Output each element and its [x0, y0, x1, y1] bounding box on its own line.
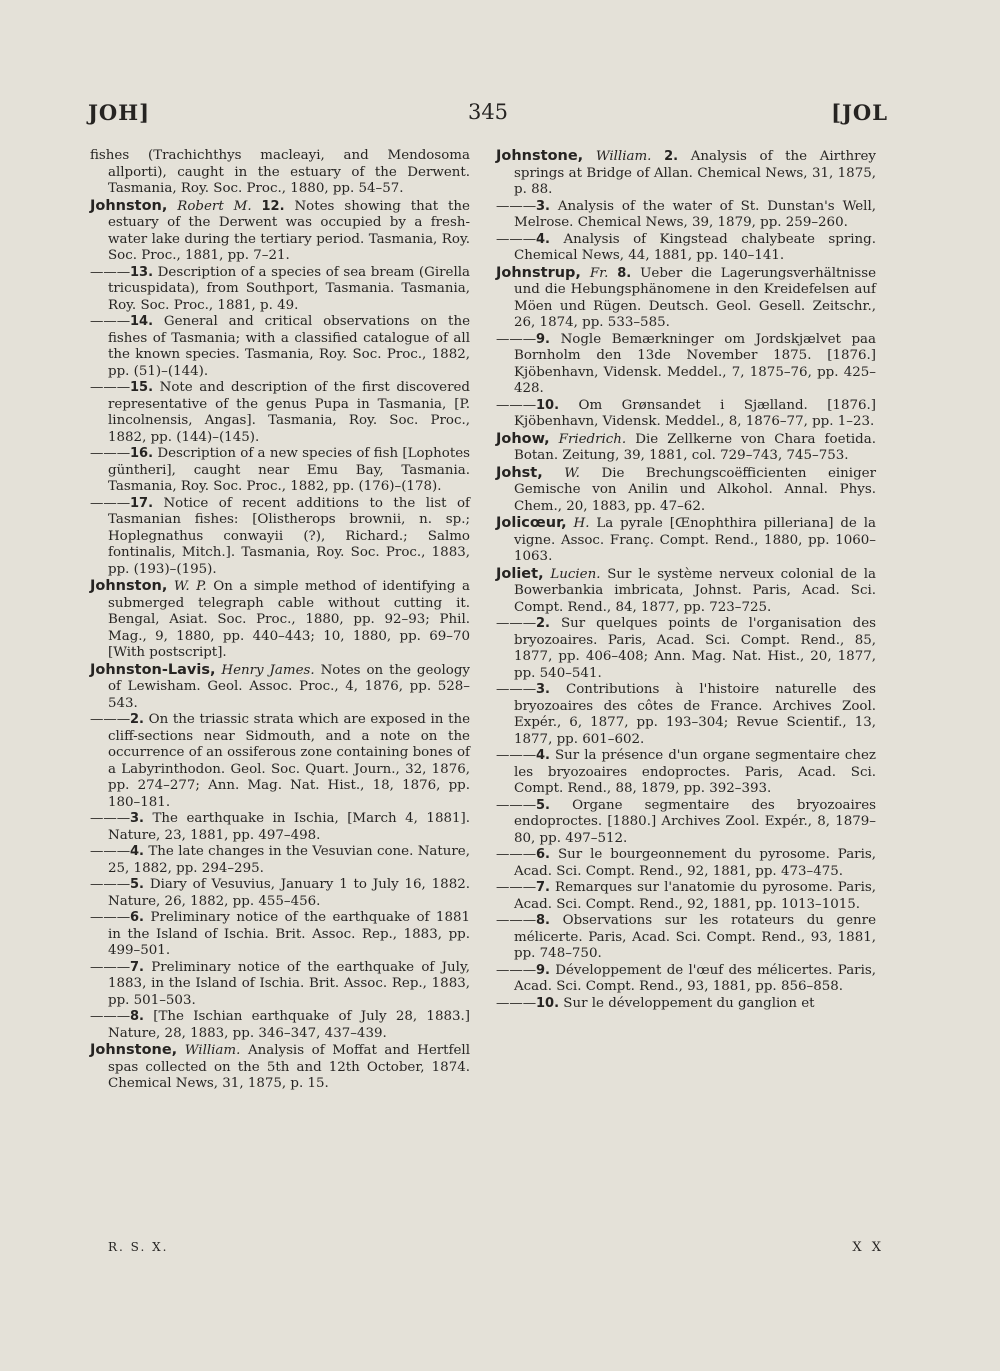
entry-citation: The earthquake in Ischia, [March 4, 1881]. Nature, 23, 1881, pp. 497–498. [108, 811, 470, 843]
entry-number: 13. [130, 264, 154, 280]
entry-citation: The late changes in the Vesuvian cone. Nature, 25, 1882, pp. 294–295. [108, 844, 470, 876]
entry-number: 17. [130, 495, 154, 511]
entry-citation: Observations sur les rotateurs du genre mélicerte. Paris, Acad. Sci. Compt. Rend., 93, 1881, pp. 748–750. [514, 913, 876, 961]
author-given-name: Fr. [589, 265, 609, 281]
bibliography-entry [90, 446, 470, 496]
entry-citation: On a simple method of identifying a submerged telegraph cable without cutting it. Bengal, Asiat. Soc. Proc., 1880, pp. 92–93; Phil. Mag., 9, 1880, pp. 440–443; 10, 1880, pp. 69–70 [With postscript]. [108, 579, 470, 660]
entry-citation: Sur le développement du ganglion et [563, 995, 815, 1011]
author-given-name: H. [573, 516, 590, 531]
ditto-dash: ——— [496, 682, 537, 697]
ditto-dash: ——— [496, 913, 537, 928]
bibliography-entry [90, 264, 470, 315]
entry-citation: Diary of Vesuvius, January 1 to July 16, 1882. Nature, 26, 1882, pp. 455–456. [108, 877, 470, 909]
entry-number: 9. [536, 962, 550, 978]
entry-number: 4. [536, 748, 550, 763]
ditto-dash: ——— [90, 446, 131, 461]
bibliography-entry [90, 1042, 470, 1093]
bibliography-entry [496, 430, 876, 465]
running-header [88, 100, 888, 134]
ditto-dash: ——— [496, 962, 537, 978]
bibliography-entry [496, 565, 876, 617]
entry-citation: Sur quelques points de l'organisation des bryozoaires. Paris, Acad. Sci. Compt. Rend., 85, 1877, pp. 406–408; Ann. Mag. Nat. Hist., 20, 1877, pp. 540–541. [514, 616, 876, 681]
bibliography-entry [90, 380, 470, 446]
bibliography-entry [90, 1009, 470, 1042]
ditto-dash: ——— [90, 712, 131, 727]
bibliography-entry [496, 913, 876, 963]
entry-citation: Notice of recent additions to the list of Tasmanian fishes: [Olistherops brownii, n. sp.; Hoplegnathus conwayii (?), Richard.; Salmo fontinalis, Mitch.]. Tasmania, Roy. Soc. Proc., 1883, pp. (193)–(195). [108, 495, 470, 577]
entry-citation: Die Brechungscoëfficienten einiger Gemische von Anilin und Alkohol. Annal. Phys. Chem., 20, 1883, pp. 47–62. [514, 465, 876, 514]
author-surname: Johnston, [90, 578, 168, 594]
entry-number: 3. [536, 198, 550, 214]
author-given-name: W. [564, 465, 580, 481]
ditto-dash: ——— [496, 616, 537, 631]
bibliography-entry [496, 995, 876, 1013]
author-surname: Johst, [496, 464, 543, 481]
ditto-dash: ——— [496, 797, 537, 813]
entry-citation: Sur la présence d'un organe segmentaire chez les bryozoaires endoproctes. Paris, Acad. Sci. Compt. Rend., 88, 1879, pp. 392–393. [514, 748, 876, 796]
ditto-dash: ——— [90, 495, 131, 511]
entry-citation: Remarques sur l'anatomie du pyrosome. Paris, Acad. Sci. Compt. Rend., 92, 1881, pp. 1013–1015. [514, 880, 876, 912]
author-given-name: Henry James. [221, 662, 315, 678]
entry-number: 7. [130, 959, 144, 975]
ditto-dash: ——— [90, 844, 131, 859]
bibliography-entry [90, 578, 470, 662]
ditto-dash: ——— [90, 1009, 131, 1024]
bibliography-entry [496, 231, 876, 265]
ditto-dash: ——— [496, 880, 537, 895]
author-surname: Johnstrup, [496, 264, 581, 281]
entry-number: 4. [130, 844, 144, 859]
entry-number: 3. [536, 682, 550, 697]
entry-number: 16. [130, 446, 154, 461]
bibliography-entry [90, 877, 470, 910]
author-surname: Johow, [496, 430, 550, 447]
entry-citation: Preliminary notice of the earthquake of 1881 in the Island of Ischia. Brit. Assoc. Rep., 1883, pp. 499–501. [108, 910, 471, 958]
footer-sheet-mark: X X [852, 1240, 884, 1255]
ditto-dash: ——— [90, 959, 131, 975]
bibliography-entry [90, 197, 470, 265]
entry-number: 2. [664, 149, 679, 164]
ditto-dash: ——— [496, 847, 537, 862]
author-surname: Johnstone, [90, 1042, 178, 1058]
entry-citation: General and critical observations on the fishes of Tasmania; with a classified catalogue of all the known species. Tasmania, Roy. Soc. Proc., 1882, pp. (51)–(144). [108, 314, 470, 379]
bibliography-entry [90, 910, 471, 960]
entry-number: 5. [130, 877, 144, 892]
bibliography-entry [90, 148, 470, 198]
author-surname: Joliet, [496, 565, 544, 582]
entry-citation: Analysis of the water of St. Dunstan's Well, Melrose. Chemical News, 39, 1879, pp. 259–260. [514, 198, 876, 230]
ditto-dash: ——— [496, 995, 537, 1011]
entry-citation: [The Ischian earthquake of July 28, 1883.] Nature, 28, 1883, pp. 346–347, 437–439. [108, 1009, 470, 1041]
entry-citation: Note and description of the first discovered representative of the genus Pupa in Tasmania, [P. lincolnensis, Angas]. Tasmania, Roy. Soc. Proc., 1882, pp. (144)–(145). [108, 380, 470, 445]
entry-citation: Preliminary notice of the earthquake of July, 1883, in the Island of Ischia. Brit. Assoc. Rep., 1883, pp. 501–503. [108, 959, 470, 1008]
entry-citation: Sur le système nerveux colonial de la Bowerbankia imbricata, Johnst. Paris, Acad. Sci. Compt. Rend., 84, 1877, pp. 723–725. [514, 566, 876, 615]
page-number: 345 [467, 100, 509, 124]
bibliography-entry [90, 495, 470, 579]
bibliography-entry [90, 314, 470, 380]
entry-citation: Nogle Bemærkninger om Jordskjælvet paa Bornholm den 13de November 1875. [1876.] Kjöbenhavn, Vidensk. Meddel., 7, 1875–76, pp. 425–428. [514, 331, 876, 396]
entry-number: 7. [536, 880, 550, 895]
footer-signature: R. S. X. [108, 1240, 169, 1254]
author-surname: Jolicœur, [496, 515, 567, 531]
entry-number: 12. [261, 198, 285, 214]
bibliography-entry [496, 797, 877, 848]
bibliography-entry [90, 959, 470, 1010]
entry-citation: Analysis of Kingstead chalybeate spring. Chemical News, 44, 1881, pp. 140–141. [514, 231, 876, 263]
ditto-dash: ——— [496, 397, 537, 413]
entry-citation: On the triassic strata which are exposed in the cliff-sections near Sidmouth, and a note on the occurrence of an ossiferous zone containing bones of a Labyrinthodon. Geol. Soc. Quart. Journ., 32, 1876, pp. 274–277; Ann. Mag. Nat. Hist., 18, 1876, pp. 180–181. [108, 712, 471, 810]
author-given-name: W. P. [173, 579, 207, 594]
author-surname: Johnstone, [496, 148, 584, 164]
entry-citation: Contributions à l'histoire naturelle des bryozoaires des côtes de France. Archives Zool. Expér., 6, 1877, pp. 193–304; Revue Scientif., 13, 1877, pp. 601–602. [514, 682, 877, 747]
bibliography-entry [496, 962, 876, 996]
entry-citation: Sur le bourgeonnement du pyrosome. Paris, Acad. Sci. Compt. Rend., 92, 1881, pp. 473–475. [514, 847, 876, 879]
entry-citation: Développement de l'œuf des mélicertes. Paris, Acad. Sci. Compt. Rend., 93, 1881, pp. 856–858. [514, 962, 876, 994]
entry-number: 10. [536, 995, 560, 1011]
bibliography-entry [496, 397, 876, 431]
ditto-dash: ——— [90, 811, 131, 826]
ditto-dash: ——— [90, 380, 131, 395]
entry-citation: Om Grønsandet i Sjælland. [1876.] Kjöbenhavn, Vidensk. Meddel., 8, 1876–77, pp. 1–23. [514, 397, 876, 429]
entry-number: 15. [130, 380, 154, 395]
entry-number: 2. [536, 616, 550, 631]
author-given-name: Friedrich. [558, 431, 627, 447]
bibliography-entry [496, 148, 876, 199]
entry-citation: Description of a species of sea bream (Girella tricuspidata), from Southport, Tasmania. Tasmania, Roy. Soc. Proc., 1881, p. 49. [108, 264, 470, 313]
entry-citation: fishes (Trachichthys macleayi, and Mendosoma allporti), caught in the estuary of the Derwent. Tasmania, Roy. Soc. Proc., 1880, pp. 54–57. [90, 148, 470, 196]
bibliography-entry [90, 661, 470, 713]
bibliography-entry [496, 682, 877, 748]
ditto-dash: ——— [90, 264, 131, 280]
entry-number: 6. [130, 910, 144, 925]
entry-citation: Analysis of the Airthrey springs at Bridge of Allan. Chemical News, 31, 1875, p. 88. [514, 149, 876, 197]
author-given-name: William. [184, 1043, 241, 1058]
bibliography-entry [496, 847, 876, 880]
entry-number: 14. [130, 314, 154, 329]
entry-number: 10. [536, 397, 560, 413]
entry-citation: Analysis of Moffat and Hertfell spas collected on the 5th and 12th October, 1874. Chemical News, 31, 1875, p. 15. [108, 1043, 470, 1091]
bibliography-entry [496, 880, 876, 913]
ditto-dash: ——— [496, 748, 537, 763]
author-given-name: Lucien. [550, 566, 601, 582]
bibliography-entry [496, 464, 876, 516]
author-given-name: Robert M. [177, 198, 252, 214]
bibliography-entry [496, 331, 876, 398]
entry-number: 5. [536, 797, 550, 813]
entry-citation: Notes showing that the estuary of the Derwent was occupied by a fresh-water lake during the tertiary period. Tasmania, Roy. Soc. Proc., 1881, pp. 7–21. [108, 198, 470, 263]
entry-number: 8. [536, 913, 550, 928]
ditto-dash: ——— [496, 198, 537, 214]
entry-number: 2. [130, 712, 144, 727]
entry-citation: Ueber die Lagerungsverhältnisse und die Hebungsphänomene in den Kreidefelsen auf Möen und Rügen. Deutsch. Geol. Gesell. Zeitschr., 26, 1874, pp. 533–585. [514, 265, 877, 330]
left-column [90, 148, 470, 1093]
ditto-dash: ——— [90, 877, 131, 892]
entry-citation: Description of a new species of fish [Lophotes güntheri], caught near Emu Bay, Tasmania. Tasmania, Roy. Soc. Proc., 1882, pp. (176)–(178). [108, 446, 470, 494]
header-left-guide: JOH] [88, 100, 151, 125]
entry-number: 6. [536, 847, 550, 862]
author-given-name: William. [595, 149, 652, 164]
header-right-guide: [JOL [831, 100, 888, 125]
bibliography-entry [496, 515, 876, 566]
ditto-dash: ——— [496, 331, 537, 347]
entry-citation: La pyrale [Œnophthira pilleriana] de la vigne. Assoc. Franç. Compt. Rend., 1880, pp. 1060–1063. [514, 516, 876, 564]
entry-number: 4. [536, 231, 550, 247]
bibliography-entry [496, 264, 877, 332]
bibliography-entry [90, 844, 470, 877]
ditto-dash: ——— [90, 314, 131, 329]
ditto-dash: ——— [90, 910, 131, 925]
bibliography-entry [90, 811, 470, 844]
entry-citation: Notes on the geology of Lewisham. Geol. Assoc. Proc., 4, 1876, pp. 528–543. [108, 662, 470, 711]
bibliography-entry [496, 198, 876, 232]
author-surname: Johnston-Lavis, [90, 661, 216, 678]
entry-number: 9. [536, 331, 550, 347]
entry-number: 8. [130, 1009, 144, 1024]
entry-number: 8. [617, 265, 632, 281]
bibliography-entry [496, 748, 876, 798]
author-surname: Johnston, [90, 197, 168, 214]
ditto-dash: ——— [496, 231, 537, 247]
right-column [496, 148, 876, 1012]
entry-citation: Die Zellkerne von Chara foetida. Botan. Zeitung, 39, 1881, col. 729–743, 745–753. [514, 431, 876, 463]
bibliography-entry [90, 712, 471, 811]
entry-number: 3. [130, 811, 144, 826]
bibliography-entry [496, 616, 876, 682]
entry-citation: Organe segmentaire des bryozoaires endoproctes. [1880.] Archives Zool. Expér., 8, 1879–80, pp. 497–512. [514, 797, 877, 846]
